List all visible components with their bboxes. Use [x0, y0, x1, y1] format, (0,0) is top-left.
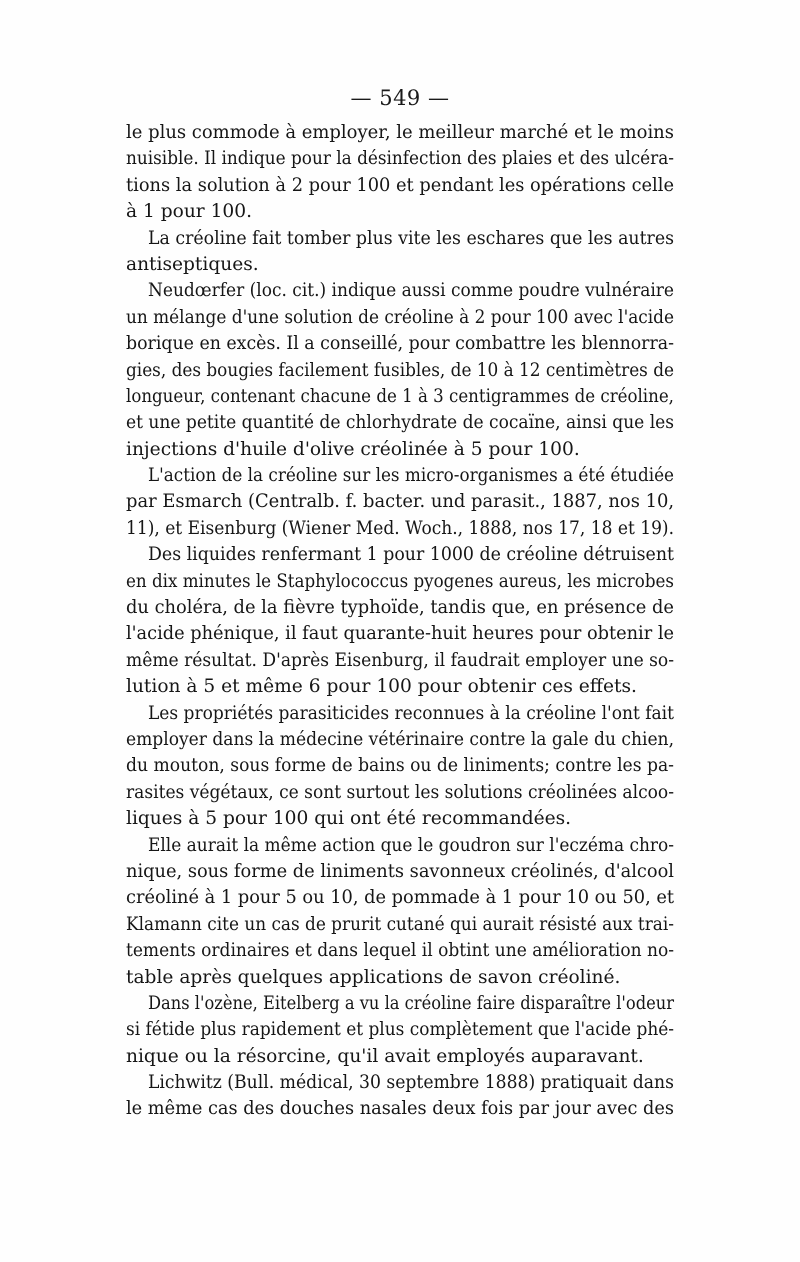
text-line	[126, 516, 674, 542]
text-line-content: créoliné à 1 pour 5 ou 10, de pommade à 1 pour 10 ou 50, et	[126, 887, 675, 909]
text-line-content: si fétide plus rapidement et plus complètement que l'acide phé-	[126, 1019, 675, 1041]
text-line	[126, 542, 674, 568]
text-line-content: le plus commode à employer, le meilleur marché et le moins	[126, 122, 674, 143]
text-line	[126, 278, 674, 304]
text-line	[126, 648, 674, 674]
text-line-content: table après quelques applications de savon créoliné.	[126, 966, 621, 988]
text-line	[126, 674, 674, 700]
text-line-content: liques à 5 pour 100 qui ont été recommandées.	[126, 808, 572, 830]
text-line-content: tions la solution à 2 pour 100 et pendant les opérations celle	[126, 174, 674, 196]
text-line-content: Neudœrfer (loc. cit.) indique aussi comme poudre vulnéraire	[148, 280, 675, 302]
text-line	[126, 1096, 674, 1122]
text-line	[126, 595, 674, 621]
text-line	[126, 621, 674, 647]
text-line	[126, 173, 674, 199]
text-line-content: L'action de la créoline sur les micro-organismes a été étudiée	[148, 465, 674, 487]
text-line	[126, 489, 674, 515]
text-line-content: longueur, contenant chacune de 1 à 3 centigrammes de créoline,	[126, 385, 674, 407]
body-text	[126, 120, 674, 1123]
text-line-content: nuisible. Il indique pour la désinfection des plaies et des ulcéra-	[126, 148, 674, 170]
text-line	[126, 226, 674, 252]
text-line	[126, 885, 674, 911]
text-line	[126, 833, 674, 859]
text-line	[126, 252, 674, 278]
text-line-content: tements ordinaires et dans lequel il obtint une amélioration no-	[126, 940, 675, 962]
text-line	[126, 753, 674, 779]
text-line-content: nique ou la résorcine, qu'il avait employés auparavant.	[126, 1045, 644, 1067]
text-line-content: même résultat. D'après Eisenburg, il faudrait employer une so-	[126, 649, 674, 671]
text-line-content: employer dans la médecine vétérinaire contre la gale du chien,	[126, 728, 675, 750]
text-line	[126, 1044, 674, 1070]
text-line-content: nique, sous forme de liniments savonneux créolinés, d'alcool	[126, 860, 674, 882]
text-line	[126, 437, 674, 463]
text-line-content: lution à 5 et même 6 pour 100 pour obtenir ces effets.	[126, 676, 637, 698]
text-line-content: du choléra, de la fièvre typhoïde, tandis que, en présence de	[126, 597, 674, 619]
text-line-content: 11), et Eisenburg (Wiener Med. Woch., 1888, nos 17, 18 et 19).	[126, 517, 674, 539]
text-line	[126, 569, 674, 595]
text-line	[126, 859, 674, 885]
text-line-content: en dix minutes le Staphylococcus pyogenes aureus, les microbes	[126, 570, 674, 592]
text-line-content: Klamann cite un cas de prurit cutané qui aurait résisté aux trai-	[126, 913, 674, 935]
text-line	[126, 806, 674, 832]
text-line-content: un mélange d'une solution de créoline à 2 pour 100 avec l'acide	[126, 306, 675, 328]
text-line-content: borique en excès. Il a conseillé, pour combattre les blennorra-	[126, 333, 674, 355]
text-line-content: Dans l'ozène, Eitelberg a vu la créoline faire disparaître l'odeur	[148, 992, 675, 1014]
text-line	[126, 912, 674, 938]
text-line-content: Elle aurait la même action que le goudron sur l'eczéma chro-	[148, 834, 674, 856]
text-line	[126, 463, 674, 489]
text-line	[126, 120, 674, 146]
text-line-content: Des liquides renfermant 1 pour 1000 de créoline détruisent	[148, 544, 674, 566]
text-line	[126, 965, 674, 991]
text-line	[126, 384, 674, 410]
text-line	[126, 146, 674, 172]
page-number: — 549 —	[350, 86, 450, 110]
text-line-content: Lichwitz (Bull. médical, 30 septembre 1888) pratiquait dans	[148, 1072, 674, 1094]
text-line	[126, 701, 674, 727]
text-line-content: Les propriétés parasiticides reconnues à la créoline l'ont fait	[148, 702, 674, 724]
text-line	[126, 1070, 674, 1096]
text-line-content: La créoline fait tomber plus vite les eschares que les autres	[148, 227, 675, 249]
text-line-content: par Esmarch (Centralb. f. bacter. und parasit., 1887, nos 10,	[126, 491, 675, 513]
text-line-content: rasites végétaux, ce sont surtout les solutions créolinées alcoo-	[126, 781, 674, 803]
text-line	[126, 410, 674, 436]
text-line-content: gies, des bougies facilement fusibles, de 10 à 12 centimètres de	[126, 359, 674, 381]
text-line-content: du mouton, sous forme de bains ou de liniments; contre les pa-	[126, 755, 674, 777]
text-line	[126, 305, 674, 331]
text-line	[126, 938, 674, 964]
text-line	[126, 331, 674, 357]
text-line	[126, 991, 674, 1017]
text-line	[126, 727, 674, 753]
text-line	[126, 1017, 674, 1043]
text-line-content: et une petite quantité de chlorhydrate de cocaïne, ainsi que les	[126, 412, 675, 434]
text-line-content: antiseptiques.	[126, 253, 259, 275]
text-line-content: le même cas des douches nasales deux fois par jour avec des	[126, 1098, 674, 1120]
text-line	[126, 358, 674, 384]
text-line-content: à 1 pour 100.	[126, 201, 253, 223]
text-line-content: l'acide phénique, il faut quarante-huit heures pour obtenir le	[126, 623, 675, 645]
text-line	[126, 780, 674, 806]
text-line-content: injections d'huile d'olive créolinée à 5 pour 100.	[126, 438, 580, 460]
text-line	[126, 199, 674, 225]
